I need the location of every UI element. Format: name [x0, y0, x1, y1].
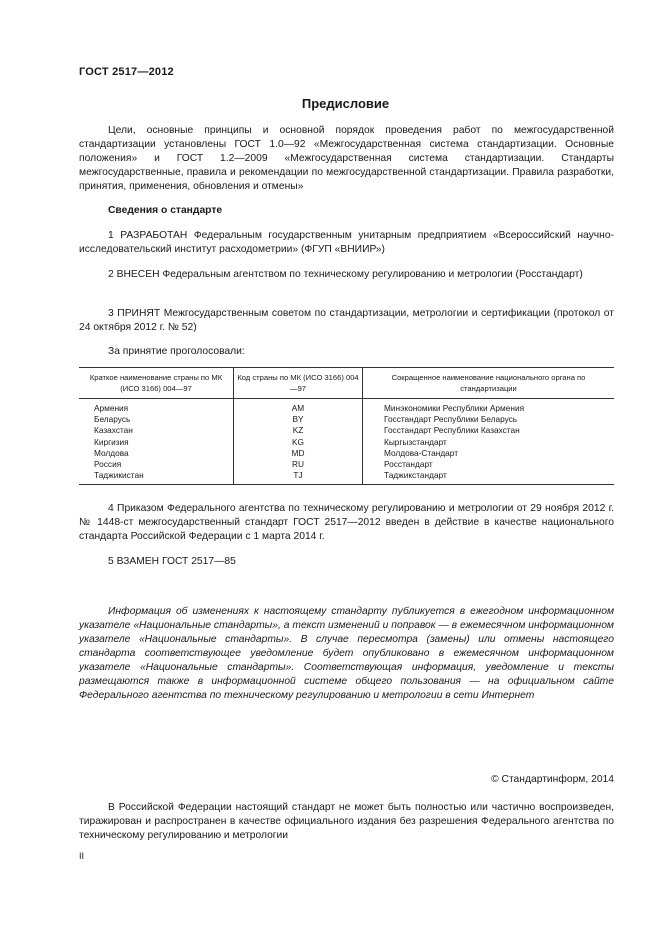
document-code: ГОСТ 2517—2012	[79, 66, 174, 78]
table-row	[79, 425, 614, 436]
cell-country: Россия	[94, 459, 122, 470]
rights-notice-text: В Российской Федерации настоящий стандарт не может быть полностью или частично воспроизведен, тиражирован и распространен в качестве официального издания без разрешения Федерального агентства по техническому регулированию и метрологии	[79, 802, 614, 841]
intro-paragraph	[79, 124, 614, 194]
cell-country: Киргизия	[94, 436, 129, 447]
item-replaces-text: 5 ВЗАМЕН ГОСТ 2517—85	[108, 556, 236, 567]
cell-body: Таджикстандарт	[363, 470, 615, 485]
cell-code: BY	[234, 414, 363, 425]
item-enacted	[79, 502, 614, 544]
cell-country: Казахстан	[94, 425, 133, 436]
table-row	[79, 470, 614, 485]
cell-body: Кыргызстандарт	[363, 437, 615, 448]
table-row	[79, 437, 614, 448]
vote-label: За принятие проголосовали:	[108, 346, 245, 357]
cell-code: KG	[234, 437, 363, 448]
table-row	[79, 448, 614, 459]
cell-body: Минэкономики Республики Армения	[363, 399, 615, 415]
table-row	[79, 414, 614, 425]
cell-code: MD	[234, 448, 363, 459]
table-row	[79, 459, 614, 470]
item-replaces	[79, 555, 614, 569]
header-body: Сокращенное наименование национального органа по стандартизации	[363, 368, 615, 399]
cell-body: Росстандарт	[363, 459, 615, 470]
header-code: Код страны по МК (ИСО 3166) 004—97	[234, 368, 363, 399]
cell-body: Молдова-Стандарт	[363, 448, 615, 459]
item-developed-text: 1 РАЗРАБОТАН Федеральным государственным унитарным предприятием «Всероссийский научно-исследовательский институт расходометрии» (ФГУП «ВНИИР»)	[79, 230, 614, 255]
cell-country: Молдова	[94, 447, 129, 458]
table-header-row	[79, 368, 614, 399]
info-notice-text: Информация об изменениях к настоящему стандарту публикуется в ежегодном информационном указателе «Национальные стандарты», а текст изменений и поправок — в ежемесячном информационном указателе «Национальные стандарты». В случае пересмотра (замены) или отмены настоящего стандарта соответствующее уведомление будет опубликовано в ежемесячном информационном указателе «Национальные стандарты». Соответствующая информация, уведомление и тексты размещаются также в информационной системе общего пользования — на официальном сайте Федерального агентства по техническому регулированию и метрологии в сети Интернет	[79, 606, 614, 701]
item-adopted-text: 3 ПРИНЯТ Межгосударственным советом по стандартизации, метрологии и сертификации (протокол от 24 октября 2012 г. № 52)	[79, 308, 614, 333]
intro-text: Цели, основные принципы и основной порядок проведения работ по межгосударственной стандартизации установлены ГОСТ 1.0—92 «Межгосударственная система стандартизации. Основные положения» и ГОСТ 1.2—2009 «Межгосударственная система стандартизации. Стандарты межгосударственные, правила и рекомендации по межгосударственной стандартизации. Правила разработки, принятия, применения, обновления и отмены»	[79, 125, 614, 192]
page-title: Предисловие	[301, 96, 390, 111]
cell-body: Госстандарт Республики Казахстан	[363, 425, 615, 436]
page-number: II	[79, 851, 85, 861]
cell-code: AM	[234, 399, 363, 415]
cell-code: TJ	[234, 470, 363, 485]
item-introduced-text: 2 ВНЕСЕН Федеральным агентством по техническому регулированию и метрологии (Росстандарт)	[108, 269, 583, 280]
cell-code: RU	[234, 459, 363, 470]
copyright: © Стандартинформ, 2014	[491, 774, 614, 785]
item-introduced	[79, 268, 614, 282]
item-adopted	[79, 307, 614, 335]
item-developed	[79, 229, 614, 257]
item-enacted-text: 4 Приказом Федерального агентства по техническому регулированию и метрологии от 29 ноября 2012 г. № 1448-ст межгосударственный стандарт ГОСТ 2517—2012 введен в действие в качестве национального стандарта Российской Федерации с 1 марта 2014 г.	[79, 503, 614, 542]
header-country: Краткое наименование страны по МК (ИСО 3166) 004—97	[79, 368, 234, 399]
cell-body: Госстандарт Республики Беларусь	[363, 414, 615, 425]
table-row	[79, 399, 614, 415]
voting-countries-table	[79, 367, 614, 485]
rights-notice	[79, 801, 614, 843]
cell-country: Беларусь	[94, 414, 131, 425]
cell-country: Таджикистан	[94, 470, 144, 481]
info-notice	[79, 605, 614, 703]
cell-country: Армения	[94, 403, 129, 413]
cell-code: KZ	[234, 425, 363, 436]
section-subtitle: Сведения о стандарте	[108, 205, 223, 216]
